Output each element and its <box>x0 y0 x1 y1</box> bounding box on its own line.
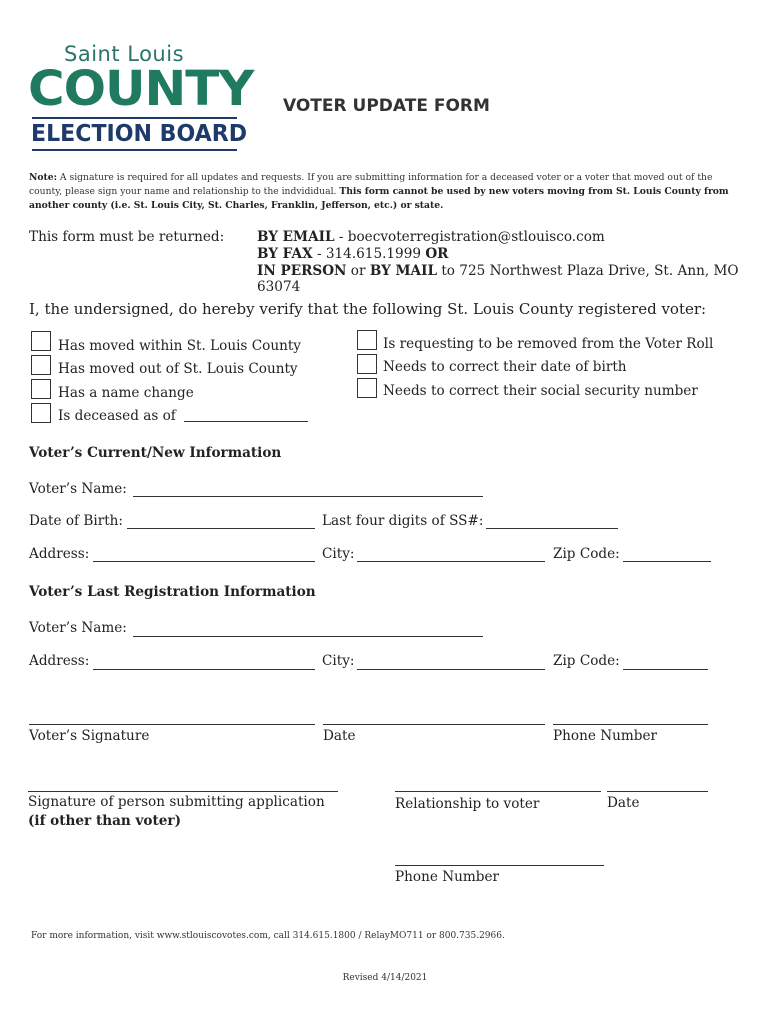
submitter-signature-field[interactable] <box>28 791 338 792</box>
submitter-date-label: Date <box>607 795 640 811</box>
submitter-date-field[interactable] <box>607 791 708 792</box>
fax-value: - 314.615.1999 <box>312 246 426 262</box>
option-moved-within: Has moved within St. Louis County <box>58 338 301 354</box>
logo-county: COUNTY <box>28 61 254 117</box>
current-city-label: City: <box>322 546 355 562</box>
submitter-phone-label: Phone Number <box>395 869 499 885</box>
form-title: VOTER UPDATE FORM <box>283 96 490 116</box>
return-email <box>257 229 605 245</box>
voter-date-label: Date <box>323 728 356 744</box>
voter-date-field[interactable] <box>323 724 545 725</box>
current-address-field[interactable] <box>93 561 315 562</box>
logo-saint-louis: Saint Louis <box>64 42 185 66</box>
current-name-label: Voter’s Name: <box>29 481 127 497</box>
relationship-label: Relationship to voter <box>395 796 540 812</box>
voter-phone-label: Phone Number <box>553 728 657 744</box>
voter-phone-field[interactable] <box>553 724 708 725</box>
checkbox-correct-ssn[interactable] <box>357 378 377 398</box>
current-ssn-field[interactable] <box>486 528 618 529</box>
current-dob-field[interactable] <box>127 528 315 529</box>
checkbox-name-change[interactable] <box>31 379 51 399</box>
option-correct-ssn: Needs to correct their social security number <box>383 383 698 399</box>
option-deceased: Is deceased as of <box>58 408 176 424</box>
current-address-label: Address: <box>29 546 90 562</box>
option-name-change: Has a name change <box>58 385 194 401</box>
note-text: A signature is required for all updates and requests. If you are submitting information for a deceased voter or a voter that moved out of the county, please sign your name and relationship to the indvididual. <box>29 172 713 197</box>
last-zip-field[interactable] <box>623 669 708 670</box>
or-word: or <box>346 263 370 279</box>
submitter-note: (if other than voter) <box>28 813 182 829</box>
last-city-label: City: <box>322 653 355 669</box>
logo-divider <box>32 117 237 119</box>
current-dob-label: Date of Birth: <box>29 513 124 529</box>
mail-value: to 725 Northwest Plaza Drive, St. Ann, MO 63074 <box>257 263 739 295</box>
last-address-field[interactable] <box>93 669 315 670</box>
current-zip-label: Zip Code: <box>553 546 620 562</box>
current-info-heading: Voter’s Current/New Information <box>29 445 282 461</box>
voter-signature-label: Voter’s Signature <box>29 728 150 744</box>
email-value: - boecvoterregistration@stlouisco.com <box>334 229 605 245</box>
current-city-field[interactable] <box>357 561 545 562</box>
mail-label: BY MAIL <box>369 263 438 279</box>
checkbox-deceased[interactable] <box>31 403 51 423</box>
submitter-signature-label: Signature of person submitting application <box>28 794 325 810</box>
option-correct-dob: Needs to correct their date of birth <box>383 359 627 375</box>
note-bold-text: This form cannot be used by new voters moving from St. Louis County from another county (i.e. St. Louis City, St. Charles, Franklin, Jefferson, etc.) or state. <box>29 186 729 211</box>
current-name-field[interactable] <box>133 496 483 497</box>
last-city-field[interactable] <box>357 669 545 670</box>
voter-signature-field[interactable] <box>29 724 315 725</box>
fax-label: BY FAX <box>257 246 313 262</box>
email-label: BY EMAIL <box>257 229 335 245</box>
checkbox-moved-out[interactable] <box>31 355 51 375</box>
last-info-heading: Voter’s Last Registration Information <box>29 584 316 600</box>
option-moved-out: Has moved out of St. Louis County <box>58 361 298 377</box>
return-fax <box>257 246 448 262</box>
verify-statement: I, the undersigned, do hereby verify that the following St. Louis County registered voter: <box>29 300 707 318</box>
last-address-label: Address: <box>29 653 90 669</box>
fax-or: OR <box>425 246 449 262</box>
last-name-label: Voter’s Name: <box>29 620 127 636</box>
checkbox-moved-within[interactable] <box>31 331 51 351</box>
revised-date: Revised 4/14/2021 <box>342 973 428 983</box>
logo-divider-bottom <box>32 149 237 151</box>
submitter-phone-field[interactable] <box>395 865 604 866</box>
footer-info: For more information, visit www.stlouiscovotes.com, call 314.615.1800 / RelayMO711 or 800.735.2966. <box>31 931 505 941</box>
return-label: This form must be returned: <box>29 229 225 245</box>
current-zip-field[interactable] <box>623 561 711 562</box>
last-zip-label: Zip Code: <box>553 653 620 669</box>
current-ssn-label: Last four digits of SS#: <box>322 513 484 529</box>
return-mail <box>257 263 770 295</box>
deceased-date-field[interactable] <box>184 421 308 422</box>
in-person-label: IN PERSON <box>257 263 347 279</box>
checkbox-remove-roll[interactable] <box>357 330 377 350</box>
logo-election-board: ELECTION BOARD <box>31 121 248 147</box>
checkbox-correct-dob[interactable] <box>357 354 377 374</box>
note-paragraph <box>29 171 729 213</box>
relationship-field[interactable] <box>395 791 601 792</box>
note-label: Note: <box>29 172 58 183</box>
option-remove-roll: Is requesting to be removed from the Voter Roll <box>383 336 714 352</box>
last-name-field[interactable] <box>133 636 483 637</box>
